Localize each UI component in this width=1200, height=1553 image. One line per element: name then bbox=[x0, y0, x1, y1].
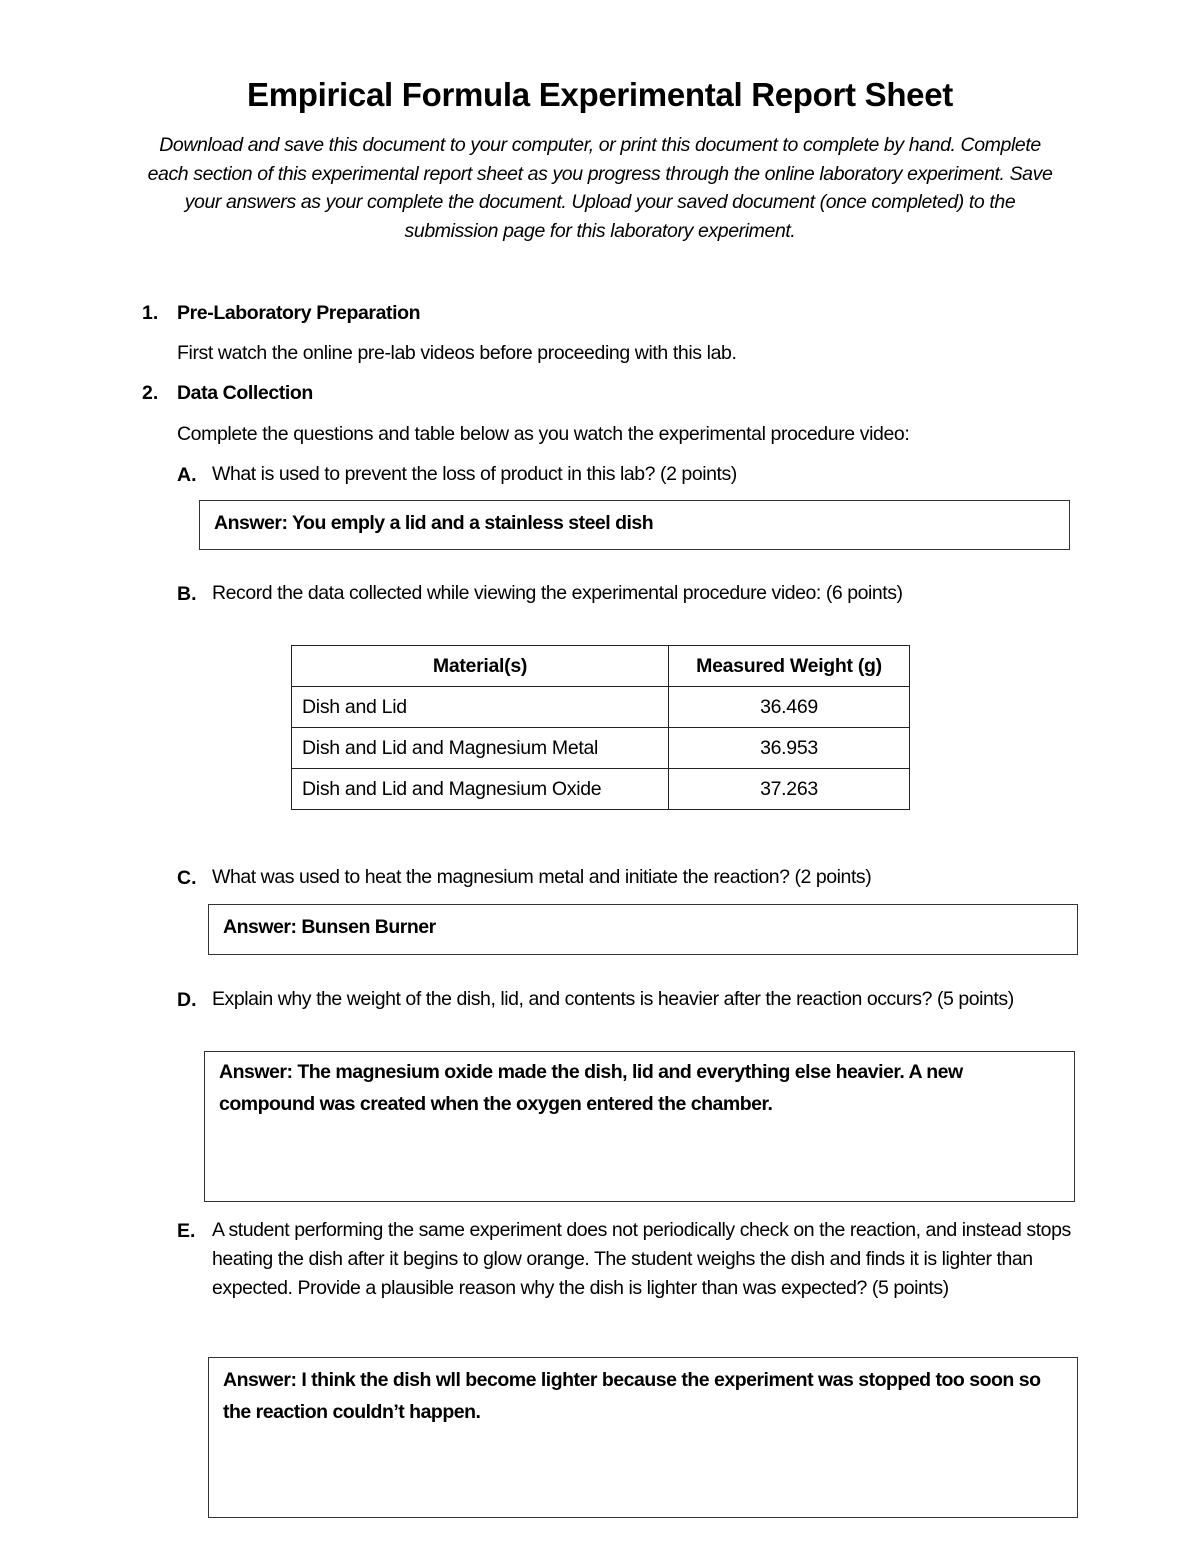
instructions-paragraph: Download and save this document to your computer, or print this document to complete by hand. Complete each section of this experimental report sheet as you progress through the online laboratory experiment. Save your answers as your complete the document. Upload your saved document (once completed) to the submission page for this laboratory experiment. bbox=[147, 134, 1053, 242]
answer-c-text: Answer: Bunsen Burner bbox=[223, 916, 436, 938]
question-letter: A. bbox=[177, 464, 197, 486]
section-heading-pre-lab: Pre-Laboratory Preparation bbox=[177, 302, 421, 324]
answer-a-text: Answer: You emply a lid and a stainless steel dish bbox=[214, 512, 654, 534]
answer-e-text: Answer: I think the dish wll become lighter because the experiment was stopped too soon so the reaction couldn’t happen. bbox=[223, 1369, 1041, 1423]
question-a-text: What is used to prevent the loss of product in this lab? (2 points) bbox=[212, 463, 737, 485]
section-number: 2. bbox=[142, 382, 159, 404]
question-c-text: What was used to heat the magnesium metal and initiate the reaction? (2 points) bbox=[212, 866, 872, 888]
section-body-data-collection: Complete the questions and table below as you watch the experimental procedure video: bbox=[177, 423, 910, 445]
weight-cell[interactable]: 36.953 bbox=[669, 728, 910, 769]
table-row bbox=[292, 769, 910, 810]
answer-a-field[interactable] bbox=[199, 500, 1070, 550]
section-heading-data-collection: Data Collection bbox=[177, 382, 313, 404]
table-row bbox=[292, 728, 910, 769]
column-header-weight: Measured Weight (g) bbox=[669, 646, 910, 687]
question-letter: D. bbox=[177, 989, 197, 1011]
answer-d-field[interactable] bbox=[204, 1051, 1075, 1202]
material-cell: Dish and Lid and Magnesium Metal bbox=[292, 728, 669, 769]
weight-cell[interactable]: 37.263 bbox=[669, 769, 910, 810]
section-number: 1. bbox=[142, 302, 159, 324]
question-letter: B. bbox=[177, 583, 197, 605]
answer-d-text: Answer: The magnesium oxide made the dish, lid and everything else heavier. A new compound was created when the oxygen entered the chamber. bbox=[219, 1061, 963, 1115]
material-cell: Dish and Lid bbox=[292, 687, 669, 728]
question-letter: E. bbox=[177, 1220, 196, 1242]
answer-e-field[interactable] bbox=[208, 1357, 1078, 1518]
data-table bbox=[291, 645, 910, 810]
question-d-text: Explain why the weight of the dish, lid, and contents is heavier after the reaction occurs? (5 points) bbox=[212, 988, 1014, 1010]
question-letter: C. bbox=[177, 867, 197, 889]
question-e-text: A student performing the same experiment does not periodically check on the reaction, and instead stops heating the dish after it begins to glow orange. The student weighs the dish and finds it is lighter than expected. Provide a plausible reason why the dish is lighter than was expected? (5 points) bbox=[212, 1219, 1071, 1299]
material-cell: Dish and Lid and Magnesium Oxide bbox=[292, 769, 669, 810]
column-header-material: Material(s) bbox=[292, 646, 669, 687]
page-title: Empirical Formula Experimental Report Sheet bbox=[247, 76, 953, 113]
answer-c-field[interactable] bbox=[208, 904, 1078, 955]
section-body-pre-lab: First watch the online pre-lab videos before proceeding with this lab. bbox=[177, 342, 737, 364]
weight-cell[interactable]: 36.469 bbox=[669, 687, 910, 728]
table-row bbox=[292, 687, 910, 728]
question-b-text: Record the data collected while viewing the experimental procedure video: (6 points) bbox=[212, 582, 903, 604]
table-header-row bbox=[292, 646, 910, 687]
